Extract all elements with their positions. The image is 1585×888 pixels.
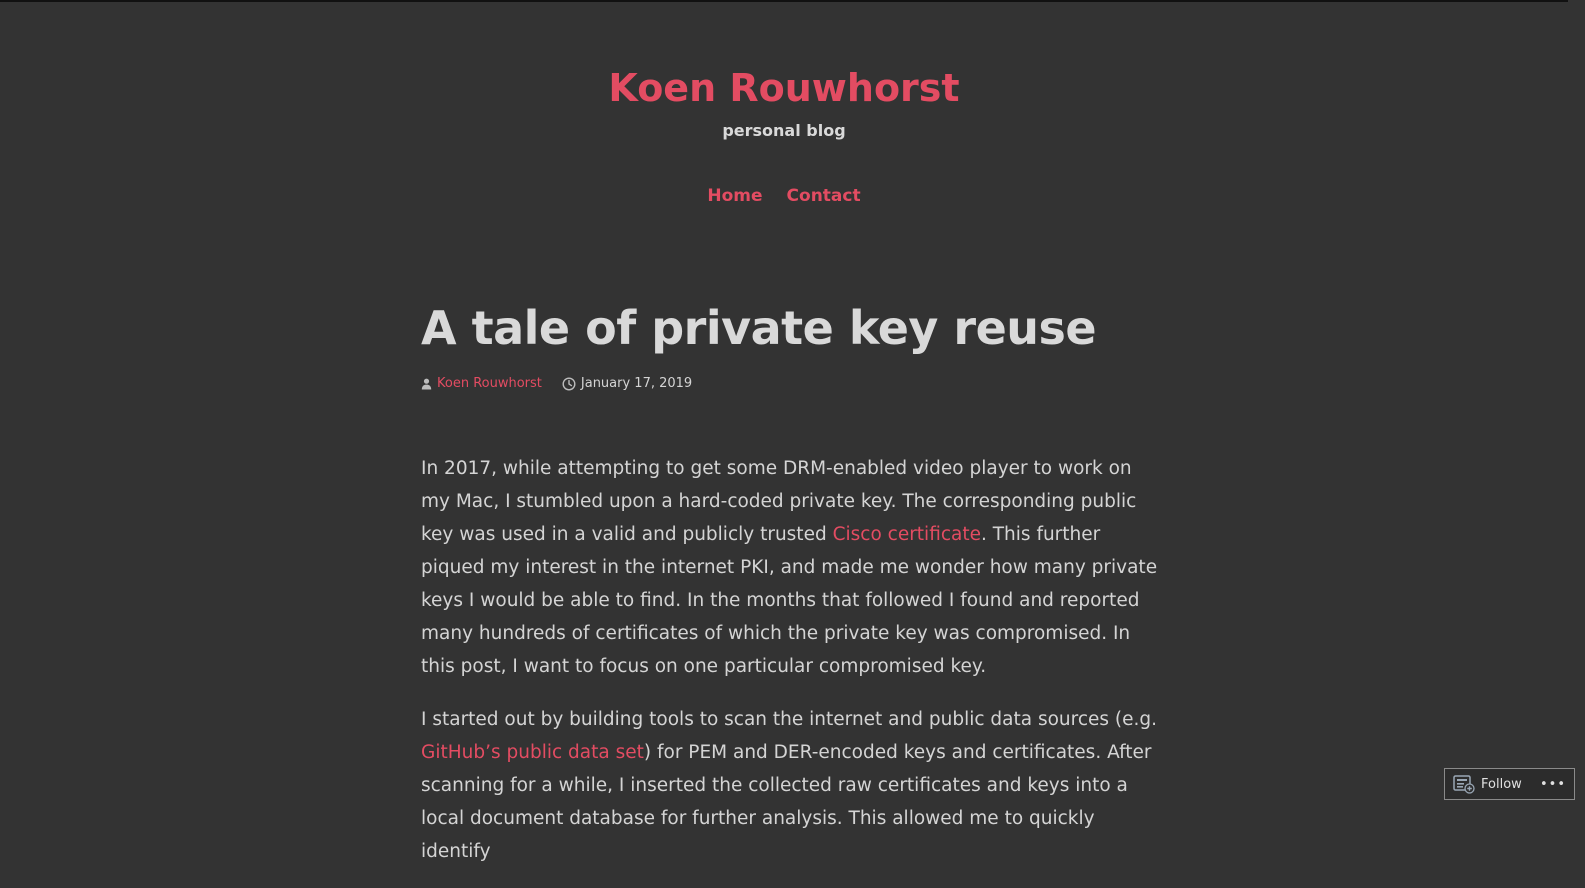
site-description: personal blog bbox=[722, 121, 846, 140]
post-meta bbox=[421, 374, 1161, 394]
more-options-icon[interactable]: ••• bbox=[1539, 776, 1566, 792]
scrollbar[interactable] bbox=[1568, 0, 1585, 811]
person-icon bbox=[421, 378, 432, 390]
post-body bbox=[421, 452, 1161, 868]
site-title[interactable]: Koen Rouwhorst bbox=[608, 66, 960, 110]
reader-follow-icon bbox=[1453, 774, 1475, 794]
author-link[interactable]: Koen Rouwhorst bbox=[437, 376, 542, 391]
nav-item-home[interactable]: Home bbox=[707, 186, 763, 206]
paragraph-text: In 2017, while attempting to get some DRM-enabled video player to work on my Mac, I stumbled upon a hard-coded private key. The corresponding public key was used in a valid and publicly trusted bbox=[421, 458, 1137, 545]
post-content bbox=[421, 296, 1161, 888]
paragraph-text: I started out by building tools to scan the internet and public data sources (e.g. bbox=[421, 709, 1158, 730]
paragraph bbox=[421, 452, 1161, 683]
paragraph-text: . This further piqued my interest in the internet PKI, and made me wonder how many private keys I would be able to find. In the months that followed I found and reported many hundreds of certificates of which the private key was compromised. In this post, I want to focus on one particular compromised key. bbox=[421, 524, 1158, 677]
clock-icon bbox=[562, 377, 576, 391]
post-date bbox=[562, 374, 692, 394]
cisco-certificate-link[interactable]: Cisco certificate bbox=[832, 524, 981, 545]
main-nav bbox=[0, 184, 1568, 208]
paragraph bbox=[421, 703, 1161, 868]
post-author bbox=[421, 374, 542, 394]
paragraph-text: ) for PEM and DER-encoded keys and certificates. After scanning for a while, I inserted the collected raw certificates and keys into a local document database for further analysis. This allowed me to quickly identify bbox=[421, 742, 1152, 862]
post-title: A tale of private key reuse bbox=[421, 301, 1097, 355]
site-header bbox=[0, 62, 1568, 208]
github-data-set-link[interactable]: GitHub’s public data set bbox=[421, 742, 644, 763]
date-text: January 17, 2019 bbox=[580, 376, 693, 391]
nav-item-contact[interactable]: Contact bbox=[786, 186, 861, 206]
follow-label: Follow bbox=[1481, 776, 1522, 792]
follow-button[interactable] bbox=[1444, 768, 1575, 800]
window-top-border bbox=[0, 0, 1568, 2]
